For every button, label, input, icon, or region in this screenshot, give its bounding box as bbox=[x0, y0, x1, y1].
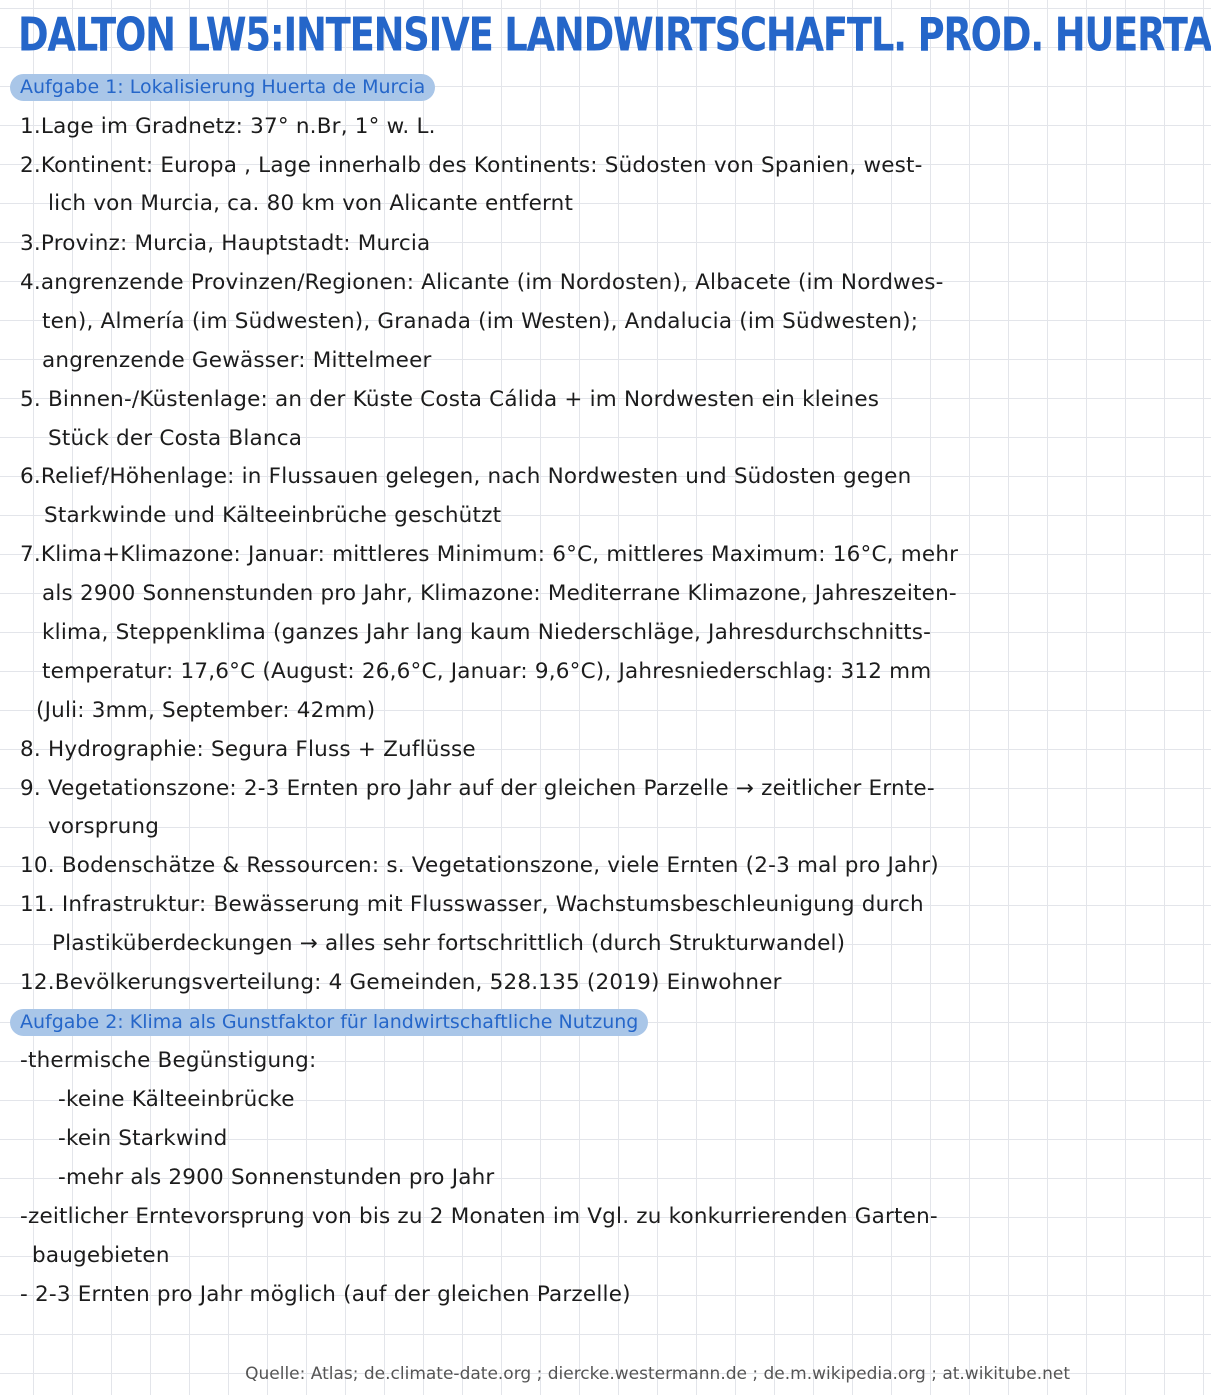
task1-line: 2.Kontinent: Europa , Lage innerhalb des Kontinents: Südosten von Spanien, west- bbox=[20, 153, 923, 178]
task1-line: 7.Klima+Klimazone: Januar: mittleres Minimum: 6°C, mittleres Maximum: 16°C, mehr bbox=[20, 542, 959, 567]
source-note: Quelle: Atlas; de.climate-date.org ; diercke.westermann.de ; de.m.wikipedia.org ; at.wikitube.net bbox=[245, 1364, 1070, 1384]
task1-line: Plastiküberdeckungen → alles sehr fortschrittlich (durch Strukturwandel) bbox=[52, 931, 846, 956]
task1-line: (Juli: 3mm, September: 42mm) bbox=[36, 698, 376, 723]
task2-line: -keine Kälteeinbrücke bbox=[58, 1087, 295, 1112]
task1-line: temperatur: 17,6°C (August: 26,6°C, Januar: 9,6°C), Jahresniederschlag: 312 mm bbox=[42, 659, 932, 684]
task2-line: -thermische Begünstigung: bbox=[20, 1048, 317, 1073]
task2-line: baugebieten bbox=[32, 1243, 170, 1268]
task1-line: lich von Murcia, ca. 80 km von Alicante entfernt bbox=[48, 191, 574, 216]
task1-line: ten), Almería (im Südwesten), Granada (im Westen), Andalucia (im Südwesten); bbox=[42, 309, 919, 334]
task1-line: angrenzende Gewässer: Mittelmeer bbox=[42, 348, 432, 373]
task1-line: 3.Provinz: Murcia, Hauptstadt: Murcia bbox=[20, 231, 431, 256]
task1-line: klima, Steppenklima (ganzes Jahr lang kaum Niederschläge, Jahresdurchschnitts- bbox=[42, 620, 932, 645]
task1-line: 11. Infrastruktur: Bewässerung mit Flusswasser, Wachstumsbeschleunigung durch bbox=[20, 892, 924, 917]
task1-line: 10. Bodenschätze & Ressourcen: s. Vegetationszone, viele Ernten (2-3 mal pro Jahr) bbox=[20, 853, 939, 878]
task1-line: 6.Relief/Höhenlage: in Flussauen gelegen, nach Nordwesten und Südosten gegen bbox=[20, 464, 912, 489]
task2-line: -kein Starkwind bbox=[58, 1126, 228, 1151]
task1-line: Starkwinde und Kälteeinbrüche geschützt bbox=[44, 503, 502, 528]
task1-line: Stück der Costa Blanca bbox=[48, 426, 303, 451]
task1-line: vorsprung bbox=[48, 814, 160, 839]
task2-heading: Aufgabe 2: Klima als Gunstfaktor für landwirtschaftliche Nutzung bbox=[10, 1009, 648, 1036]
task2-line: -mehr als 2900 Sonnenstunden pro Jahr bbox=[58, 1165, 495, 1190]
page-title: DALTON LW5:INTENSIVE LANDWIRTSCHAFTL. PROD. HUERTA bbox=[18, 8, 1211, 62]
task1-line: 5. Binnen-/Küstenlage: an der Küste Costa Cálida + im Nordwesten ein kleines bbox=[20, 387, 880, 412]
task1-line: 9. Vegetationszone: 2-3 Ernten pro Jahr auf der gleichen Parzelle → zeitlicher Ernte- bbox=[20, 776, 935, 801]
task2-line: -zeitlicher Erntevorsprung von bis zu 2 Monaten im Vgl. zu konkurrierenden Garten- bbox=[20, 1204, 938, 1229]
task1-line: 4.angrenzende Provinzen/Regionen: Alicante (im Nordosten), Albacete (im Nordwes- bbox=[20, 270, 944, 295]
task1-line: 12.Bevölkerungsverteilung: 4 Gemeinden, 528.135 (2019) Einwohner bbox=[20, 970, 782, 995]
task1-line: 1.Lage im Gradnetz: 37° n.Br, 1° w. L. bbox=[20, 114, 436, 139]
task1-heading: Aufgabe 1: Lokalisierung Huerta de Murcia bbox=[10, 74, 435, 101]
task2-line: - 2-3 Ernten pro Jahr möglich (auf der gleichen Parzelle) bbox=[20, 1282, 631, 1307]
task1-line: als 2900 Sonnenstunden pro Jahr, Klimazone: Mediterrane Klimazone, Jahreszeiten- bbox=[42, 581, 957, 606]
task1-line: 8. Hydrographie: Segura Fluss + Zuflüsse bbox=[20, 737, 476, 762]
